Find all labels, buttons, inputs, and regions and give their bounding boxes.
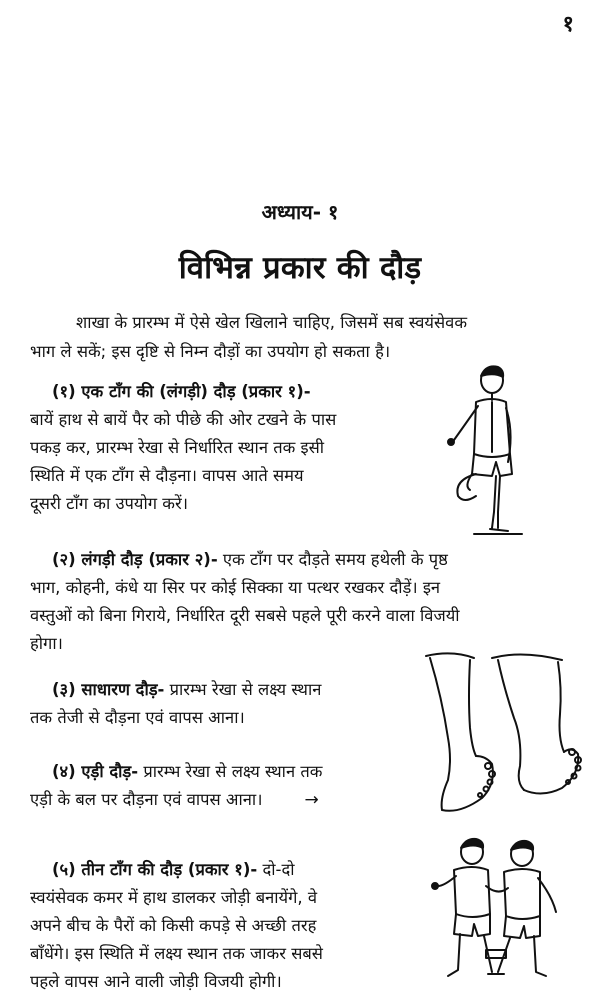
section-line: स्थिति में एक टाँग से दौड़ना। वापस आते समय — [30, 466, 304, 485]
arrow-right-icon: → — [304, 790, 319, 810]
section-line: वस्तुओं को बिना गिराये, निर्धारित दूरी सबसे पहले पूरी करने वाला विजयी — [30, 606, 460, 625]
section-hopping-race-type-2 — [30, 546, 590, 658]
section-line: भाग, कोहनी, कंधे या सिर पर कोई सिक्का या पत्थर रखकर दौड़ें। इन — [30, 578, 441, 597]
heel-walk-illustration — [412, 648, 600, 818]
section-simple-race — [30, 676, 400, 732]
section-first-line — [30, 856, 402, 884]
section-heel-race — [30, 758, 402, 814]
section-line: बायें हाथ से बायें पैर को पीछे की ओर टखने के पास — [30, 410, 337, 429]
three-leg-race-illustration — [418, 834, 598, 984]
page-title: विभिन्न प्रकार की दौड़ — [178, 250, 422, 286]
one-leg-hop-illustration — [434, 362, 534, 540]
section-three-leg-race — [30, 856, 402, 996]
section-heading: (५) तीन टाँग की दौड़ (प्रकार १)- — [52, 860, 258, 879]
section-line: एड़ी के बल पर दौड़ना एवं वापस आना। — [30, 790, 263, 809]
chapter-heading: अध्याय- १ — [261, 200, 339, 224]
intro-line-1: शाखा के प्रारम्भ में ऐसे खेल खिलाने चाहिए, जिसमें सब स्वयंसेवक — [76, 313, 467, 332]
section-line: पकड़ कर, प्रारम्भ रेखा से निर्धारित स्थान तक इसी — [30, 438, 325, 457]
section-line: होगा। — [30, 634, 63, 653]
section-heading: (४) एड़ी दौड़- — [52, 762, 139, 781]
section-last-line — [30, 786, 402, 814]
section-heading: (३) साधारण दौड़- — [52, 680, 165, 699]
section-line: प्रारम्भ रेखा से लक्ष्य स्थान तक — [138, 762, 323, 781]
section-line: प्रारम्भ रेखा से लक्ष्य स्थान — [164, 680, 322, 699]
page-number: १ — [562, 12, 574, 37]
section-first-line — [30, 546, 590, 574]
section-heading: (२) लंगड़ी दौड़ (प्रकार २)- — [52, 550, 218, 569]
intro-paragraph — [30, 308, 585, 366]
section-line: एक टाँग पर दौड़ते समय हथेली के पृष्ठ — [217, 550, 448, 569]
section-first-line — [30, 676, 400, 704]
section-line: पहले वापस आने वाली जोड़ी विजयी होगी। — [30, 972, 282, 991]
section-line: दूसरी टाँग का उपयोग करें। — [30, 494, 188, 513]
section-line: तक तेजी से दौड़ना एवं वापस आना। — [30, 708, 245, 727]
section-line: अपने बीच के पैरों को किसी कपड़े से अच्छी तरह — [30, 916, 317, 935]
section-line: स्वयंसेवक कमर में हाथ डालकर जोड़ी बनायेंगे, वे — [30, 888, 318, 907]
section-line: दो-दो — [257, 860, 295, 879]
section-first-line — [30, 758, 402, 786]
section-heading: (१) एक टाँग की (लंगड़ी) दौड़ (प्रकार १)- — [52, 382, 311, 401]
section-one-leg-race — [30, 378, 402, 518]
intro-line-2: भाग ले सकें; इस दृष्टि से निम्न दौड़ों का उपयोग हो सकता है। — [30, 342, 391, 361]
section-line: बाँधेंगे। इस स्थिति में लक्ष्य स्थान तक जाकर सबसे — [30, 944, 323, 963]
